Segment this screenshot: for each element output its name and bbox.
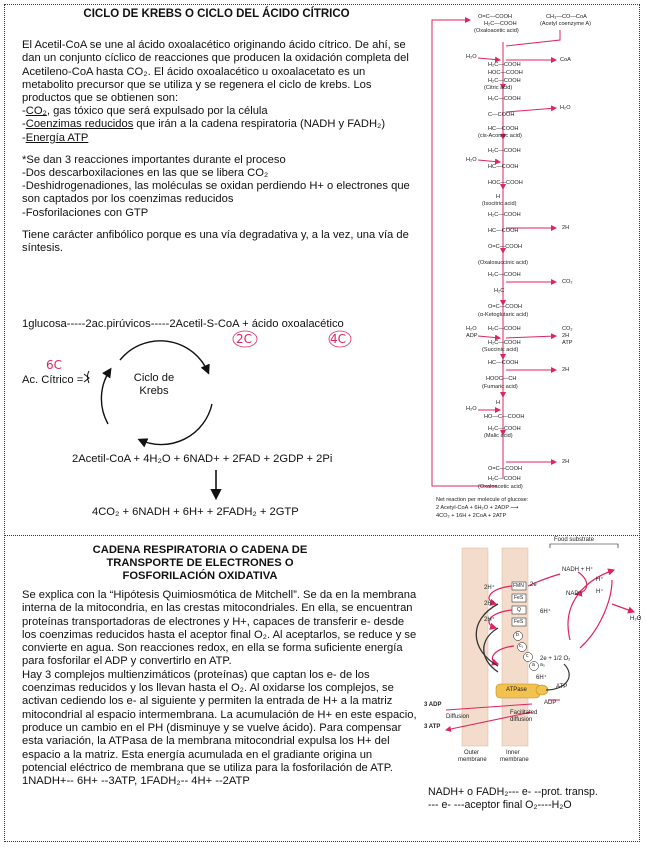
lbl-facilitated: Facilitated [510,710,538,716]
fig-g13: O=C—COOH [488,244,523,250]
lbl-fes-2: FeS [514,619,524,625]
lbl-6h-1: 6H⁺ [540,609,551,615]
fig-g14: H₂C—COOH [488,272,521,278]
fig-net-2: 4CO₂ + 16H + 2CoA + 2ATP [436,513,507,519]
fig-isocitric: (Isocitric acid) [482,201,517,207]
fig-g3: H₂C—COOH [488,78,521,84]
krebs-intro: El Acetil-CoA se une al ácido oxoalacético originando ácido cítrico. De ahí, se dan un conjunto cíclico de reacciones que producen la oxidación completa del Acetileno-CoA hasta CO₂. El ácido oxoalacético u oxoalacetato es un metabolito precursor que se utiliza y se regenera el ciclo de krebs. Los productos que se obtienen son: [22,39,409,105]
fig-2h-3: 2H [562,367,570,373]
reaction-1: -Dos descarboxilaciones en las que se libera CO₂ [22,167,269,180]
fig-citric: (Citric acid) [484,85,513,91]
lbl-o2: 2e + 1/2 O₂ [540,656,571,662]
chain-summary-note: NADH+ o FADH₂--- e- --prot. transp. --- e- ---aceptor final O₂----H₂O [428,786,598,811]
chain-title: CADENA RESPIRATORIA O CADENA DE TRANSPORTE DE ELECTRONES O FOSFORILACIÓN OXIDATIVA [92,544,308,582]
fig-g2: HOC—COOH [488,70,523,76]
fig-co2-2: CO₂ [562,326,573,332]
fig-g12: HC—COOH [488,228,519,234]
fig-adp: ADP [466,333,478,339]
fig-h2o-3: H₂O [466,326,477,332]
fig-g21: H [496,400,501,406]
fig-g16: O=C—COOH [488,304,523,310]
lbl-2h-3: 2H⁺ [484,617,495,623]
lbl-atpase: ATPase [506,687,527,693]
lbl-facilitated-2: diffusion [510,717,533,723]
lbl-3atp: 3 ATP [424,724,441,730]
fig-malic: (Malic acid) [484,433,513,439]
fig-g8: HC—COOH [488,164,519,170]
lbl-c1: c₁ [519,643,524,649]
fig-g6: HC—COOH [488,126,519,132]
lbl-a3: a₃ [540,662,545,668]
hand-note-4c: 4C [330,332,347,346]
fig-2h-4: 2H [562,459,570,465]
fig-acetyl-name: (Acetyl coenzyme A) [540,21,591,27]
lbl-outer: Outer [464,750,480,756]
fig-h2o-2: H₂O [466,157,477,163]
lbl-fes: FeS [514,595,524,601]
fig-net-title: Net reaction per molecule of glucose: [436,497,529,503]
fig-oxalo-name: (Oxaloacetic acid) [474,28,519,34]
fig-h2o-out: H₂O [560,105,571,111]
lbl-hplus-1: H⁺ [596,577,604,583]
lbl-inner: Inner [506,750,520,756]
lbl-2e: 2e [530,582,537,588]
lbl-a: a [532,662,535,668]
cycle-label: Ciclo de Krebs [133,372,175,397]
fig-g24: O=C—COOH [488,466,523,472]
krebs-title: CICLO DE KREBS O CICLO DEL ÁCIDO CÍTRICO [83,8,350,20]
reactions-intro: *Se dan 3 reacciones importantes durante el proceso [22,153,286,166]
hand-note-6c: 6C [46,358,63,372]
fig-net-1: 2 Acetyl-CoA + 6H₂O + 2ADP ⟶ [436,505,519,511]
fig-oxalo-2: H₂C—COOH [484,21,517,27]
fig-g22: HO—C—COOH [484,414,525,420]
lbl-h2o: H₂O [630,616,642,622]
lbl-atp: ATP [556,684,568,690]
lbl-inner-2: membrane [500,757,529,763]
glucose-equation: 1glucosa-----2ac.pirúvicos-----2Acetil-S-CoA + ácido oxoalacético [22,318,344,330]
fig-g5: C—COOH [488,112,515,118]
fig-oxalo-1: O=C—COOH [478,14,513,20]
chain-body-2: Hay 3 complejos multienzimáticos (proteínas) que captan los e- de los coenzimas reducidos y los llevan hasta el O₂. Al oxidarse los complejos, se activan cediendo los e- al siguiente y permiten la entrada de H+ a la matriz mitocondrial al espacio intermembrana. La acumulación de H+ en este espacio, produce un cambio en el PH (disminuye y se vuelve ácido). Para compensar esta variación, la ATPasa de la membrana mitocondrial expulsa los H+ del espacio a la matriz. Esta energía acumulada en el gradiante origina un potencial eléctrico de membrana que se utiliza para la fosforilación de ATP. 1NADH+-- 6H+ --3ATP, 1FADH₂-- 4H+ --2ATP [22,668,417,788]
lbl-diffusion: Diffusion [446,714,470,720]
fig-g20: HOOC—CH [486,376,517,382]
reaction-2: -Deshidrogenadiones, las moléculas se oxidan perdiendo H+ o electrones que son captados por los coenzimas reducidos [22,180,410,206]
fig-g10: H [496,194,501,200]
lbl-q: Q [517,607,521,613]
lbl-outer-2: membrane [458,757,487,763]
fig-g18: H₂C—COOH [488,340,521,346]
fig-g23: H₂C—COOH [488,426,521,432]
lbl-b: b [516,632,519,638]
fig-g17: H₂C—COOH [488,326,521,332]
net-reactants: 2Acetil-CoA + 4H₂O + 6NAD+ + 2FAD + 2GDP + 2Pi [72,453,333,465]
lbl-food: Food substrate [554,537,595,543]
fig-coa: CoA [560,57,571,63]
fig-g19: HC—COOH [488,360,519,366]
citric-label: Ac. Cítrico = [22,374,84,386]
fig-acetyl: CH₃—CO—CoA [546,14,587,20]
fig-ketoglutaric: (α-Ketoglutaric acid) [478,312,529,318]
fig-oxalo-end: (Oxaloacetic acid) [478,484,523,490]
lbl-c: c [526,653,529,659]
fig-h2o-4: H₂O [466,406,477,412]
fig-co2-1: CO₂ [562,279,573,285]
fig-g11: H₂C—COOH [488,212,521,218]
lbl-3adp: 3 ADP [424,702,442,708]
fig-2h-1: 2H [562,225,570,231]
lbl-2h-1: 2H⁺ [484,585,495,591]
fig-succinic: (Succinic acid) [482,347,519,353]
product-3: -Energía ATP [22,131,89,144]
lbl-6h-2: 6H⁺ [536,675,547,681]
lbl-nadh: NADH + H⁺ [562,567,594,573]
fig-h2o-1: H₂O [466,54,477,60]
fig-g1: H₂C—COOH [488,62,521,68]
product-1: -CO₂, gas tóxico que será expulsado por la célula [22,105,268,118]
lbl-2h-2: 2H⁺ [484,601,495,607]
anabolic-note: Tiene carácter anfibólico porque es una vía degradativa y, a la vez, una vía de síntesis. [22,228,409,255]
product-2: -Coenzimas reducidos que irán a la cadena respiratoria (NADH y FADH₂) [22,118,386,131]
fig-atp: ATP [562,340,573,346]
fig-2h-2: 2H [562,333,570,339]
reaction-3: -Fosforilaciones con GTP [22,206,149,219]
lbl-adp: ADP [544,700,557,706]
net-products: 4CO₂ + 6NADH + 6H+ + 2FADH₂ + 2GTP [92,506,299,518]
fig-cisaconitic: (cis-Aconitic acid) [478,133,522,139]
fig-oxalosuccinic: (Oxalosuccinic acid) [478,260,529,266]
fig-fumaric: (Fumaric acid) [482,384,518,390]
fig-g7: H₂C—COOH [488,148,521,154]
h2o-out-arrow [612,604,634,612]
chain-body-1: Se explica con la “Hipótesis Quimiosmótica de Mitchell”. Se da en la membrana interna de la mitocondria, en las crestas mitocondriales. En ella, se encuentran proteínas transportadoras de electrones y H+, capaces de transferir e- desde los coenzimas reducidos hasta el aceptor final O₂. Al aceptarlos, se reduce y se convierte en agua. Son reacciones redox, en ella se forma suficiente energía para fosforilar el ADP y convertirlo en ATP. [22,589,417,668]
fig-g15: H₂C [494,288,505,294]
lbl-fmn: FMN [513,583,524,589]
fig-g9: HOC—COOH [488,180,523,186]
fig-g4: H₂C—COOH [488,96,521,102]
food-bracket [550,544,618,548]
hand-note-2c: 2C [236,332,253,346]
lbl-hplus-2: H⁺ [596,589,604,595]
lbl-nad: NAD⁺ [566,591,582,597]
fig-g25: H₂C—COOH [488,476,521,482]
